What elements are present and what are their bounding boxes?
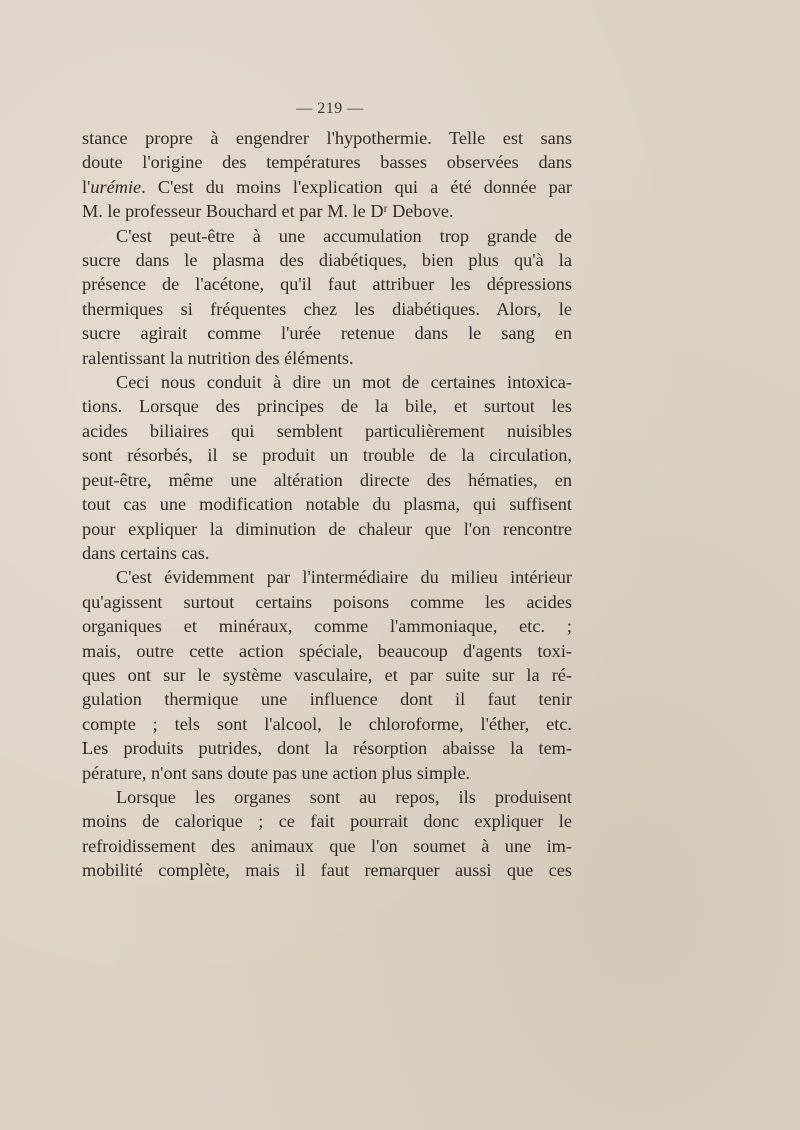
text-line: refroidissement des animaux que l'on soumet à une im- (82, 835, 572, 856)
text-line: peut-être, même une altération directe des hématies, en (82, 469, 572, 490)
text-line: ralentissant la nutrition des éléments. (82, 347, 354, 368)
text-line: pérature, n'ont sans doute pas une action plus simple. (82, 762, 471, 783)
text-line: sont résorbés, il se produit un trouble de la circulation, (82, 445, 572, 466)
text-line: thermiques si fréquentes chez les diabétiques. Alors, le (82, 298, 572, 319)
text-line: pour expliquer la diminution de chaleur que l'on rencontre (82, 518, 572, 539)
text-line: Les produits putrides, dont la résorption abaisse la tem- (82, 738, 572, 759)
text-line: qu'agissent surtout certains poisons comme les acides (82, 591, 572, 612)
text-line: compte ; tels sont l'alcool, le chloroforme, l'éther, etc. (82, 713, 572, 734)
text-line: sucre dans le plasma des diabétiques, bien plus qu'à la (82, 250, 572, 271)
italic-term: urémie (90, 176, 142, 197)
text-line: moins de calorique ; ce fait pourrait donc expliquer le (82, 811, 572, 832)
text-line: mobilité complète, mais il faut remarquer aussi que ces (82, 860, 572, 881)
text-line: mais, outre cette action spéciale, beaucoup d'agents toxi- (82, 640, 572, 661)
text-line: Lorsque les organes sont au repos, ils produisent (116, 786, 572, 807)
text-line: doute l'origine des températures basses observées dans (82, 152, 572, 173)
text-line: Ceci nous conduit à dire un mot de certaines intoxica- (116, 372, 572, 393)
text-line: gulation thermique une influence dont il faut tenir (82, 689, 572, 710)
text-line (82, 175, 572, 199)
text-line: acides biliaires qui semblent particulièrement nuisibles (82, 420, 572, 441)
body-text (82, 126, 572, 883)
page-number: — 219 — (296, 100, 364, 117)
text-line: stance propre à engendrer l'hypothermie. Telle est sans (82, 128, 572, 148)
text-line: organiques et minéraux, comme l'ammoniaque, etc. ; (82, 616, 572, 637)
text-line-pre: l' (82, 176, 91, 197)
text-line: sucre agirait comme l'urée retenue dans le sang en (82, 323, 572, 344)
text-line: tions. Lorsque des principes de la bile, et surtout les (82, 396, 572, 417)
text-line-post: . C'est du moins l'explication qui a été donnée par (141, 176, 572, 197)
text-line: présence de l'acétone, qu'il faut attribuer les dépressions (82, 274, 572, 295)
text-line: dans certains cas. (82, 542, 210, 563)
text-line: M. le professeur Bouchard et par M. le Dʳ Debove. (82, 201, 454, 222)
text-line: C'est évidemment par l'intermédiaire du milieu intérieur (116, 567, 572, 588)
text-line: tout cas une modification notable du plasma, qui suffisent (82, 494, 572, 515)
text-line: ques ont sur le système vasculaire, et par suite sur la ré- (82, 664, 572, 685)
text-line: C'est peut-être à une accumulation trop grande de (116, 225, 572, 246)
